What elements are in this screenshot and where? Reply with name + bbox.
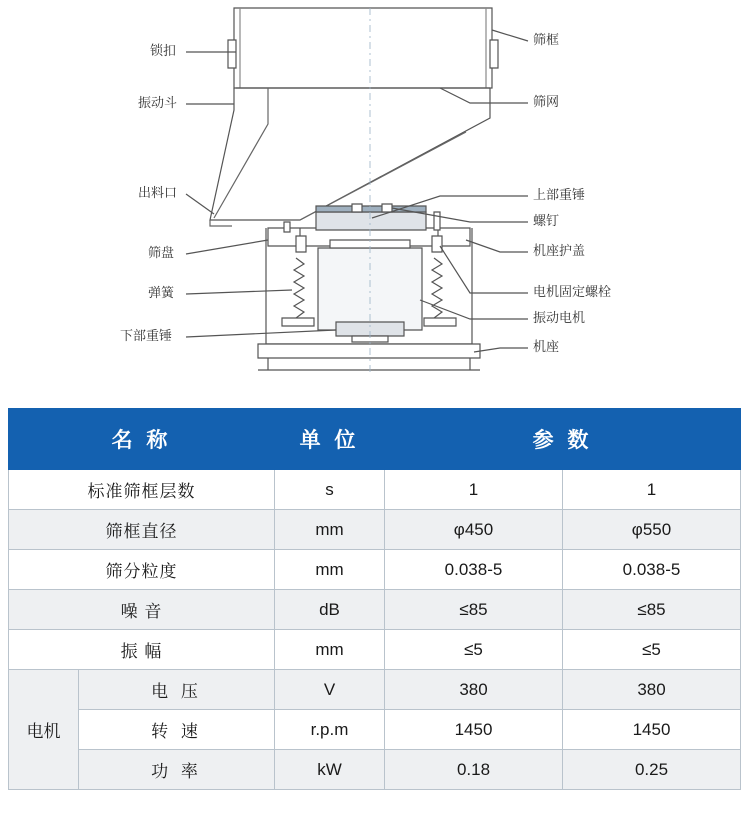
leader-motor-bolt [440,246,528,293]
cell-unit: mm [275,630,385,670]
cell-name: 噪 音 [9,590,275,630]
cell-value-1: 0.18 [385,750,563,790]
cell-value-1: φ450 [385,510,563,550]
cell-value-1: ≤5 [385,630,563,670]
bolt-head-left [284,222,290,232]
upper-weight [316,212,426,230]
label-vibrating-hopper: 振动斗 [138,95,178,110]
cell-name: 功 率 [79,750,275,790]
label-sieve-frame: 筛框 [533,32,560,47]
cell-name: 标准筛框层数 [9,470,275,510]
table-row [9,510,741,550]
spec-table-container [8,408,740,790]
cell-value-2: 0.25 [563,750,741,790]
table-row [9,590,741,630]
motor-bolt-left [296,236,306,252]
leader-spring [186,290,292,294]
cell-value-2: 380 [563,670,741,710]
table-row [9,630,741,670]
header-params: 参 数 [385,409,741,470]
structure-diagram [0,0,748,400]
label-lock-buckle: 锁扣 [150,43,177,58]
bolt-head-right2 [434,212,440,230]
spring-right [432,258,442,318]
cell-value-2: φ550 [563,510,741,550]
label-lower-weight: 下部重锤 [120,328,173,343]
cell-unit: mm [275,510,385,550]
label-sieve-tray: 筛盘 [148,245,175,260]
leader-lower-weight [186,330,336,337]
table-header-row [9,409,741,470]
cell-value-2: ≤85 [563,590,741,630]
cell-name: 转 速 [79,710,275,750]
lock-buckle-right [490,40,498,68]
cell-value-2: 1 [563,470,741,510]
screw-right [382,204,392,212]
screw-left [352,204,362,212]
spring-base-left [282,318,314,326]
cell-value-2: 1450 [563,710,741,750]
leader-tray [186,240,268,254]
machine-base [258,344,480,358]
sieve-frame-outline [234,8,492,88]
label-screen-mesh: 筛网 [533,94,560,109]
leader-frame [492,30,528,41]
label-upper-weight: 上部重锤 [533,187,586,202]
leader-base [474,348,528,352]
spring-base-right [424,318,456,326]
structure-diagram-svg [0,0,748,400]
cell-value-1: ≤85 [385,590,563,630]
cell-unit: kW [275,750,385,790]
table-row [9,670,741,710]
cell-value-2: 0.038-5 [563,550,741,590]
cell-name: 电 压 [79,670,275,710]
table-row [9,750,741,790]
spec-table [8,408,741,790]
label-vibrating-motor: 振动电机 [533,310,586,325]
cell-unit: s [275,470,385,510]
cell-unit: dB [275,590,385,630]
cell-value-1: 1 [385,470,563,510]
label-machine-base: 机座 [533,339,560,354]
motor-bolt-right [432,236,442,252]
table-row [9,710,741,750]
cell-value-2: ≤5 [563,630,741,670]
label-base-cover: 机座护盖 [533,243,586,258]
spring-left [294,258,304,318]
leader-base-cover [466,240,528,252]
vibrating-hopper-outline [210,88,490,220]
label-motor-fixing-bolt: 电机固定螺栓 [533,284,612,299]
cell-value-1: 1450 [385,710,563,750]
discharge-outlet [210,220,232,226]
cell-unit: mm [275,550,385,590]
cell-value-1: 380 [385,670,563,710]
cell-name: 筛框直径 [9,510,275,550]
cell-motor-group-label: 电机 [9,670,79,790]
table-row [9,470,741,510]
cell-name: 筛分粒度 [9,550,275,590]
label-screw: 螺钉 [533,213,560,228]
leader-outlet [186,194,214,214]
cell-value-1: 0.038-5 [385,550,563,590]
leader-mesh [440,88,528,103]
label-discharge-outlet: 出料口 [138,185,178,200]
table-row [9,550,741,590]
header-name: 名 称 [9,409,275,470]
header-unit: 单 位 [275,409,385,470]
cell-unit: r.p.m [275,710,385,750]
lock-buckle-left [228,40,236,68]
label-spring: 弹簧 [148,285,175,300]
cell-name: 振 幅 [9,630,275,670]
cell-unit: V [275,670,385,710]
